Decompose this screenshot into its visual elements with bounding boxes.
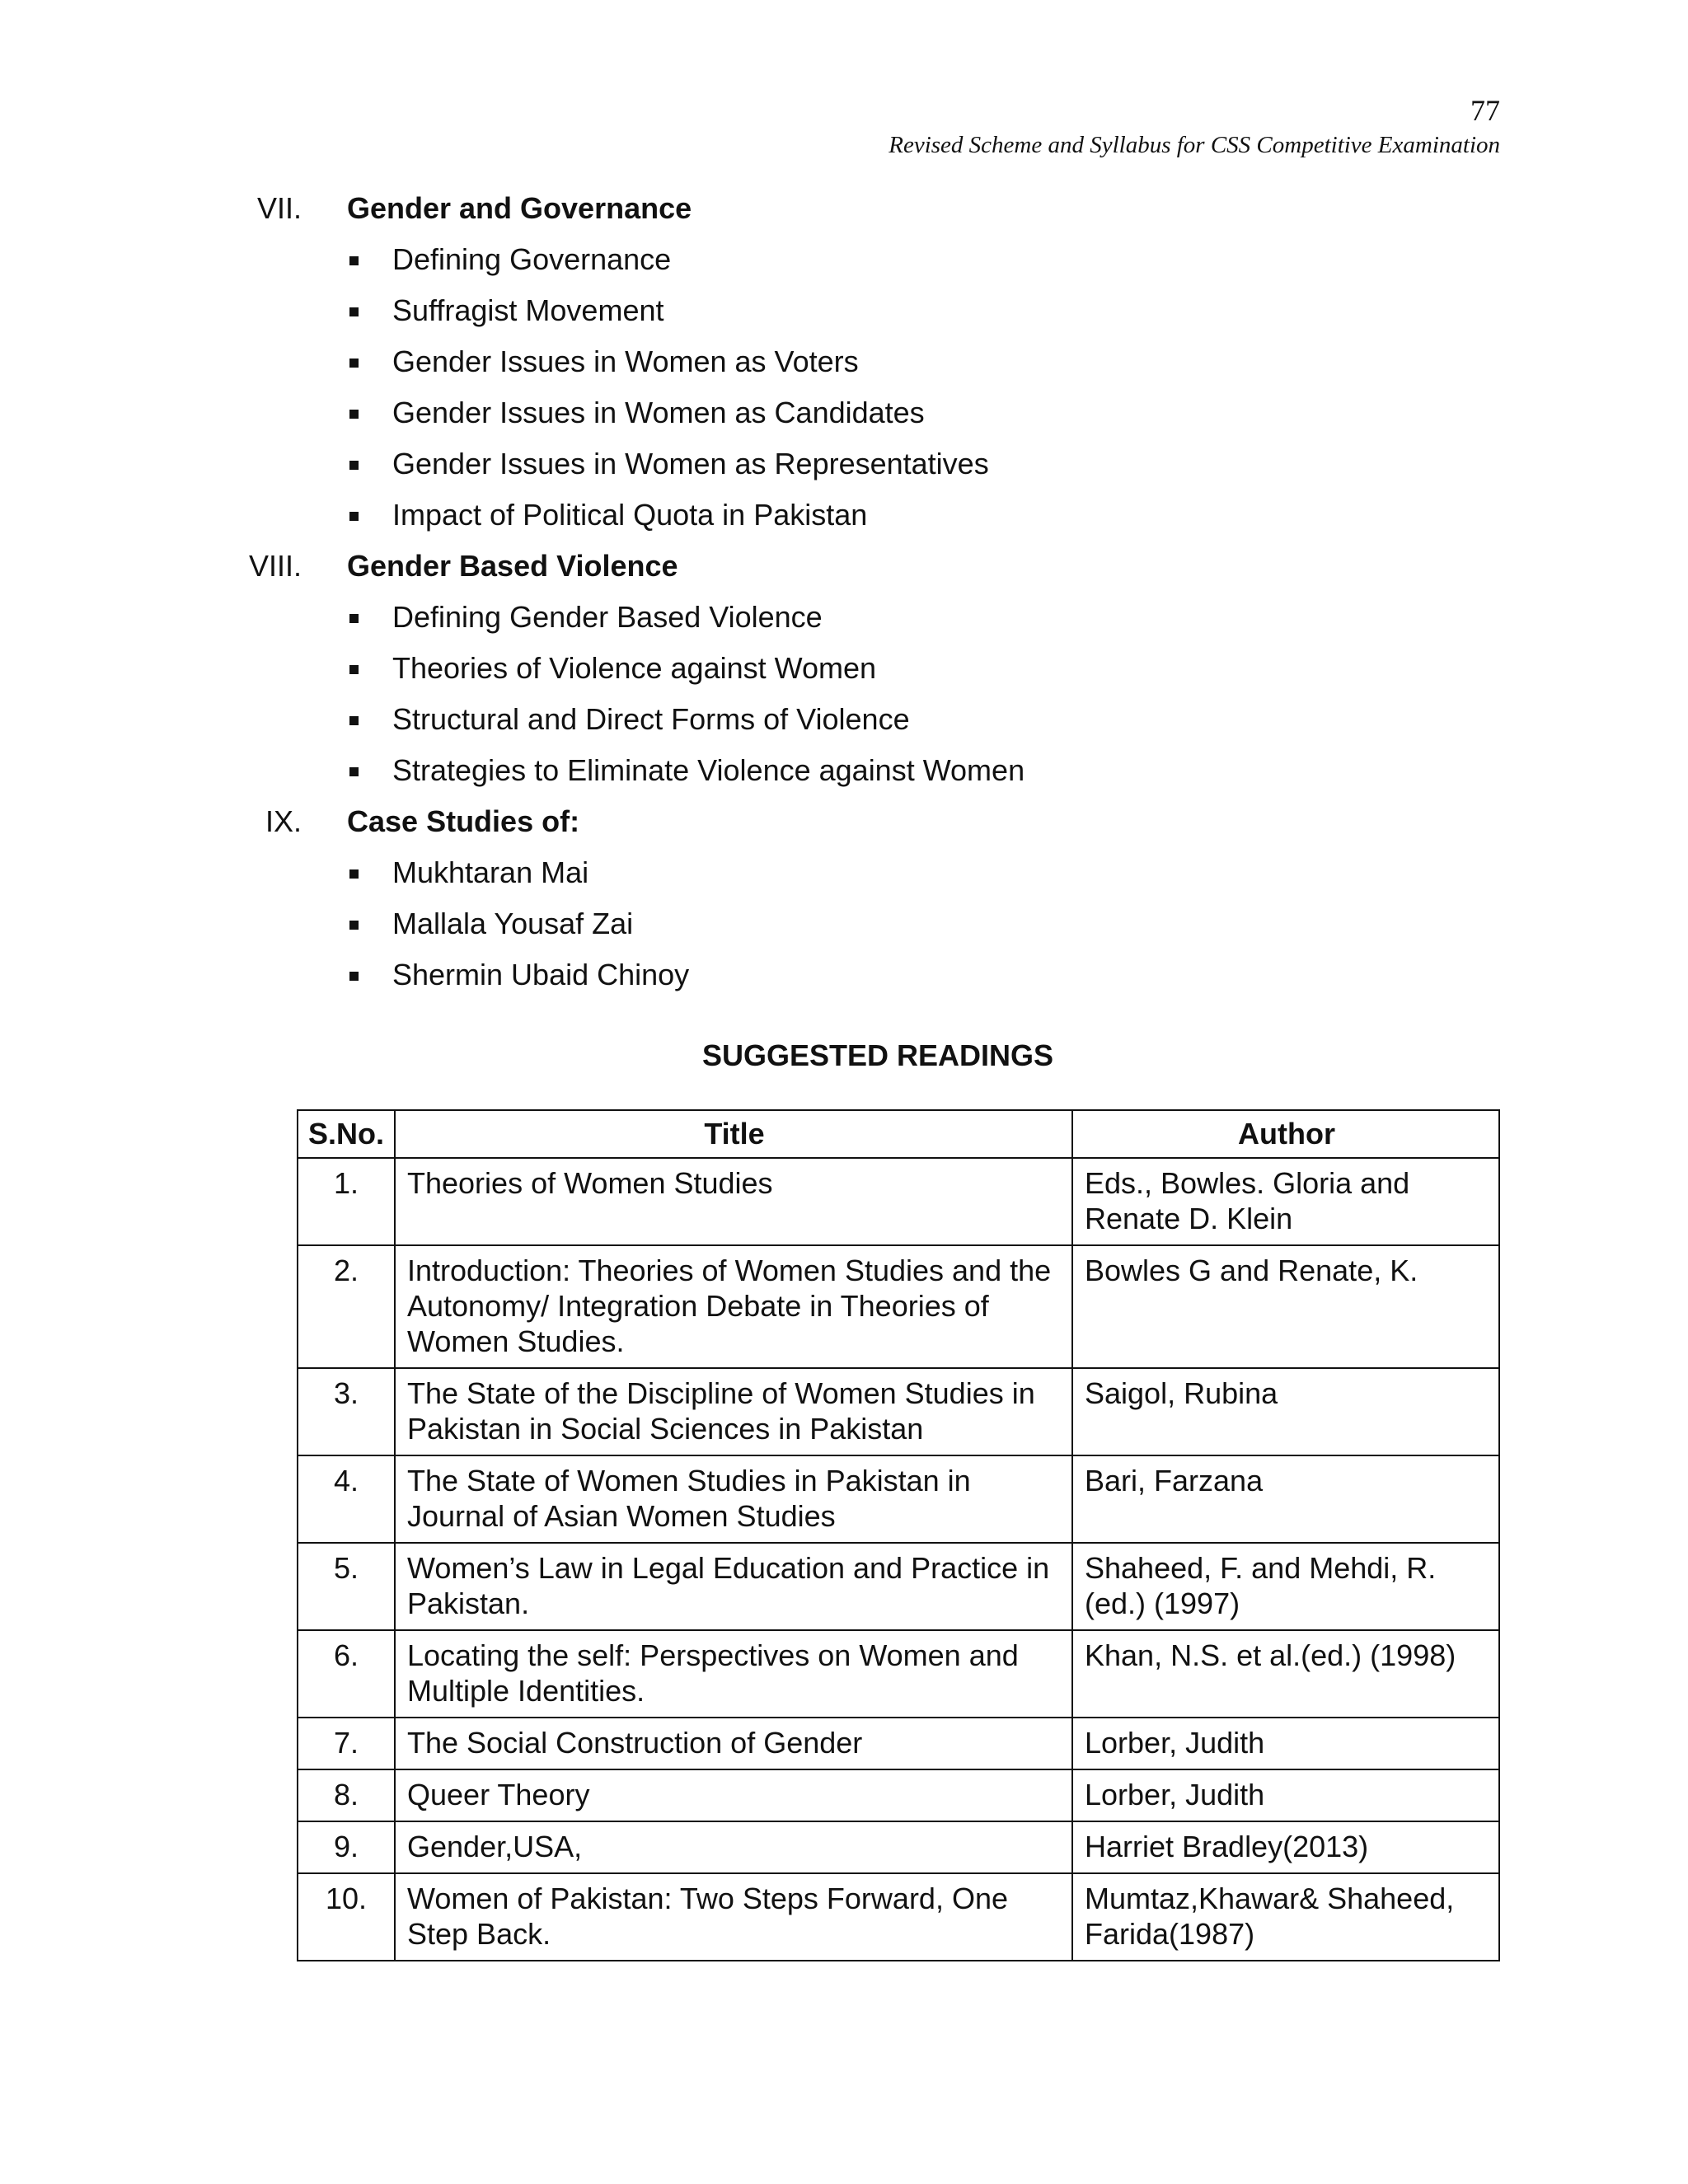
topic-label: Structural and Direct Forms of Violence	[392, 702, 910, 736]
table-row	[298, 1245, 1499, 1368]
cell-author: Lorber, Judith	[1072, 1718, 1499, 1769]
section-gender-based-violence	[0, 541, 1688, 796]
topic-label: Suffragist Movement	[392, 293, 664, 327]
section-numeral: VIII.	[248, 549, 302, 583]
square-bullet-icon	[349, 512, 359, 521]
square-bullet-icon	[349, 614, 359, 623]
topic-item	[0, 898, 1688, 949]
topic-item	[0, 387, 1688, 438]
syllabus-outline	[0, 183, 1688, 1001]
topic-label: Gender Issues in Women as Representatives	[392, 447, 989, 480]
cell-author: Saigol, Rubina	[1072, 1368, 1499, 1455]
table-row	[298, 1718, 1499, 1769]
cell-title: The Social Construction of Gender	[395, 1718, 1072, 1769]
page-header	[889, 92, 1500, 162]
topic-label: Theories of Violence against Women	[392, 651, 877, 685]
topic-label: Gender Issues in Women as Voters	[392, 344, 859, 378]
topic-item	[0, 592, 1688, 643]
table-row	[298, 1455, 1499, 1543]
column-header-title: Title	[395, 1110, 1072, 1158]
topic-item	[0, 745, 1688, 796]
topic-label: Defining Governance	[392, 242, 672, 276]
section-title: Gender and Governance	[347, 191, 692, 225]
section-title: Case Studies of:	[347, 804, 580, 838]
table-row	[298, 1821, 1499, 1873]
section-numeral: IX.	[265, 804, 302, 838]
square-bullet-icon	[349, 921, 359, 930]
topic-label: Strategies to Eliminate Violence against Women	[392, 753, 1025, 787]
section-numeral: VII.	[256, 191, 302, 225]
cell-author: Eds., Bowles. Gloria and Renate D. Klein	[1072, 1158, 1499, 1245]
topic-label: Defining Gender Based Violence	[392, 600, 823, 634]
table-row	[298, 1368, 1499, 1455]
topic-item	[0, 490, 1688, 541]
topic-label: Gender Issues in Women as Candidates	[392, 396, 925, 429]
topic-item	[0, 234, 1688, 285]
running-title: Revised Scheme and Syllabus for CSS Competitive Examination	[889, 132, 1500, 158]
topic-item	[0, 694, 1688, 745]
square-bullet-icon	[349, 410, 359, 419]
cell-sno: 7.	[298, 1718, 395, 1769]
cell-author: Bari, Farzana	[1072, 1455, 1499, 1543]
table-row	[298, 1543, 1499, 1630]
topic-item	[0, 285, 1688, 336]
cell-sno: 6.	[298, 1630, 395, 1718]
suggested-readings-table	[297, 1109, 1500, 1961]
square-bullet-icon	[349, 359, 359, 368]
topic-item	[0, 336, 1688, 387]
square-bullet-icon	[349, 461, 359, 470]
table-row	[298, 1769, 1499, 1821]
square-bullet-icon	[349, 256, 359, 265]
section-title: Gender Based Violence	[347, 549, 678, 583]
page-number: 77	[1470, 94, 1500, 127]
suggested-readings-heading: SUGGESTED READINGS	[701, 1038, 1054, 1072]
cell-title: Women’s Law in Legal Education and Practice in Pakistan.	[395, 1543, 1072, 1630]
topic-item	[0, 438, 1688, 490]
topic-list	[0, 592, 1688, 796]
cell-sno: 2.	[298, 1245, 395, 1368]
topic-item	[0, 847, 1688, 898]
cell-author: Bowles G and Renate, K.	[1072, 1245, 1499, 1368]
cell-title: Gender,USA,	[395, 1821, 1072, 1873]
section-case-studies	[0, 796, 1688, 1001]
cell-sno: 9.	[298, 1821, 395, 1873]
cell-sno: 3.	[298, 1368, 395, 1455]
topic-label: Mukhtaran Mai	[392, 855, 589, 889]
square-bullet-icon	[349, 665, 359, 674]
cell-sno: 8.	[298, 1769, 395, 1821]
square-bullet-icon	[349, 767, 359, 776]
table-row	[298, 1158, 1499, 1245]
square-bullet-icon	[349, 972, 359, 981]
table-header-row	[298, 1110, 1499, 1158]
cell-sno: 1.	[298, 1158, 395, 1245]
square-bullet-icon	[349, 307, 359, 316]
cell-author: Lorber, Judith	[1072, 1769, 1499, 1821]
cell-sno: 10.	[298, 1873, 395, 1961]
table-row	[298, 1630, 1499, 1718]
table-row	[298, 1873, 1499, 1961]
cell-title: Queer Theory	[395, 1769, 1072, 1821]
topic-item	[0, 643, 1688, 694]
cell-author: Mumtaz,Khawar& Shaheed, Farida(1987)	[1072, 1873, 1499, 1961]
square-bullet-icon	[349, 716, 359, 725]
cell-sno: 5.	[298, 1543, 395, 1630]
section-gender-and-governance	[0, 183, 1688, 541]
cell-title: Introduction: Theories of Women Studies and the Autonomy/ Integration Debate in Theories of Women Studies.	[395, 1245, 1072, 1368]
topic-label: Mallala Yousaf Zai	[392, 907, 634, 940]
cell-author: Khan, N.S. et al.(ed.) (1998)	[1072, 1630, 1499, 1718]
column-header-author: Author	[1072, 1110, 1499, 1158]
column-header-sno: S.No.	[298, 1110, 395, 1158]
section-heading	[0, 796, 1688, 847]
section-heading	[0, 183, 1688, 234]
cell-title: Theories of Women Studies	[395, 1158, 1072, 1245]
topic-label: Shermin Ubaid Chinoy	[392, 958, 690, 991]
cell-author: Harriet Bradley(2013)	[1072, 1821, 1499, 1873]
cell-title: Locating the self: Perspectives on Women and Multiple Identities.	[395, 1630, 1072, 1718]
topic-list	[0, 234, 1688, 541]
topic-label: Impact of Political Quota in Pakistan	[392, 498, 868, 532]
topic-item	[0, 949, 1688, 1001]
topic-list	[0, 847, 1688, 1001]
cell-sno: 4.	[298, 1455, 395, 1543]
cell-title: Women of Pakistan: Two Steps Forward, One Step Back.	[395, 1873, 1072, 1961]
cell-title: The State of Women Studies in Pakistan in Journal of Asian Women Studies	[395, 1455, 1072, 1543]
cell-title: The State of the Discipline of Women Studies in Pakistan in Social Sciences in Pakistan	[395, 1368, 1072, 1455]
square-bullet-icon	[349, 869, 359, 879]
cell-author: Shaheed, F. and Mehdi, R. (ed.) (1997)	[1072, 1543, 1499, 1630]
section-heading	[0, 541, 1688, 592]
